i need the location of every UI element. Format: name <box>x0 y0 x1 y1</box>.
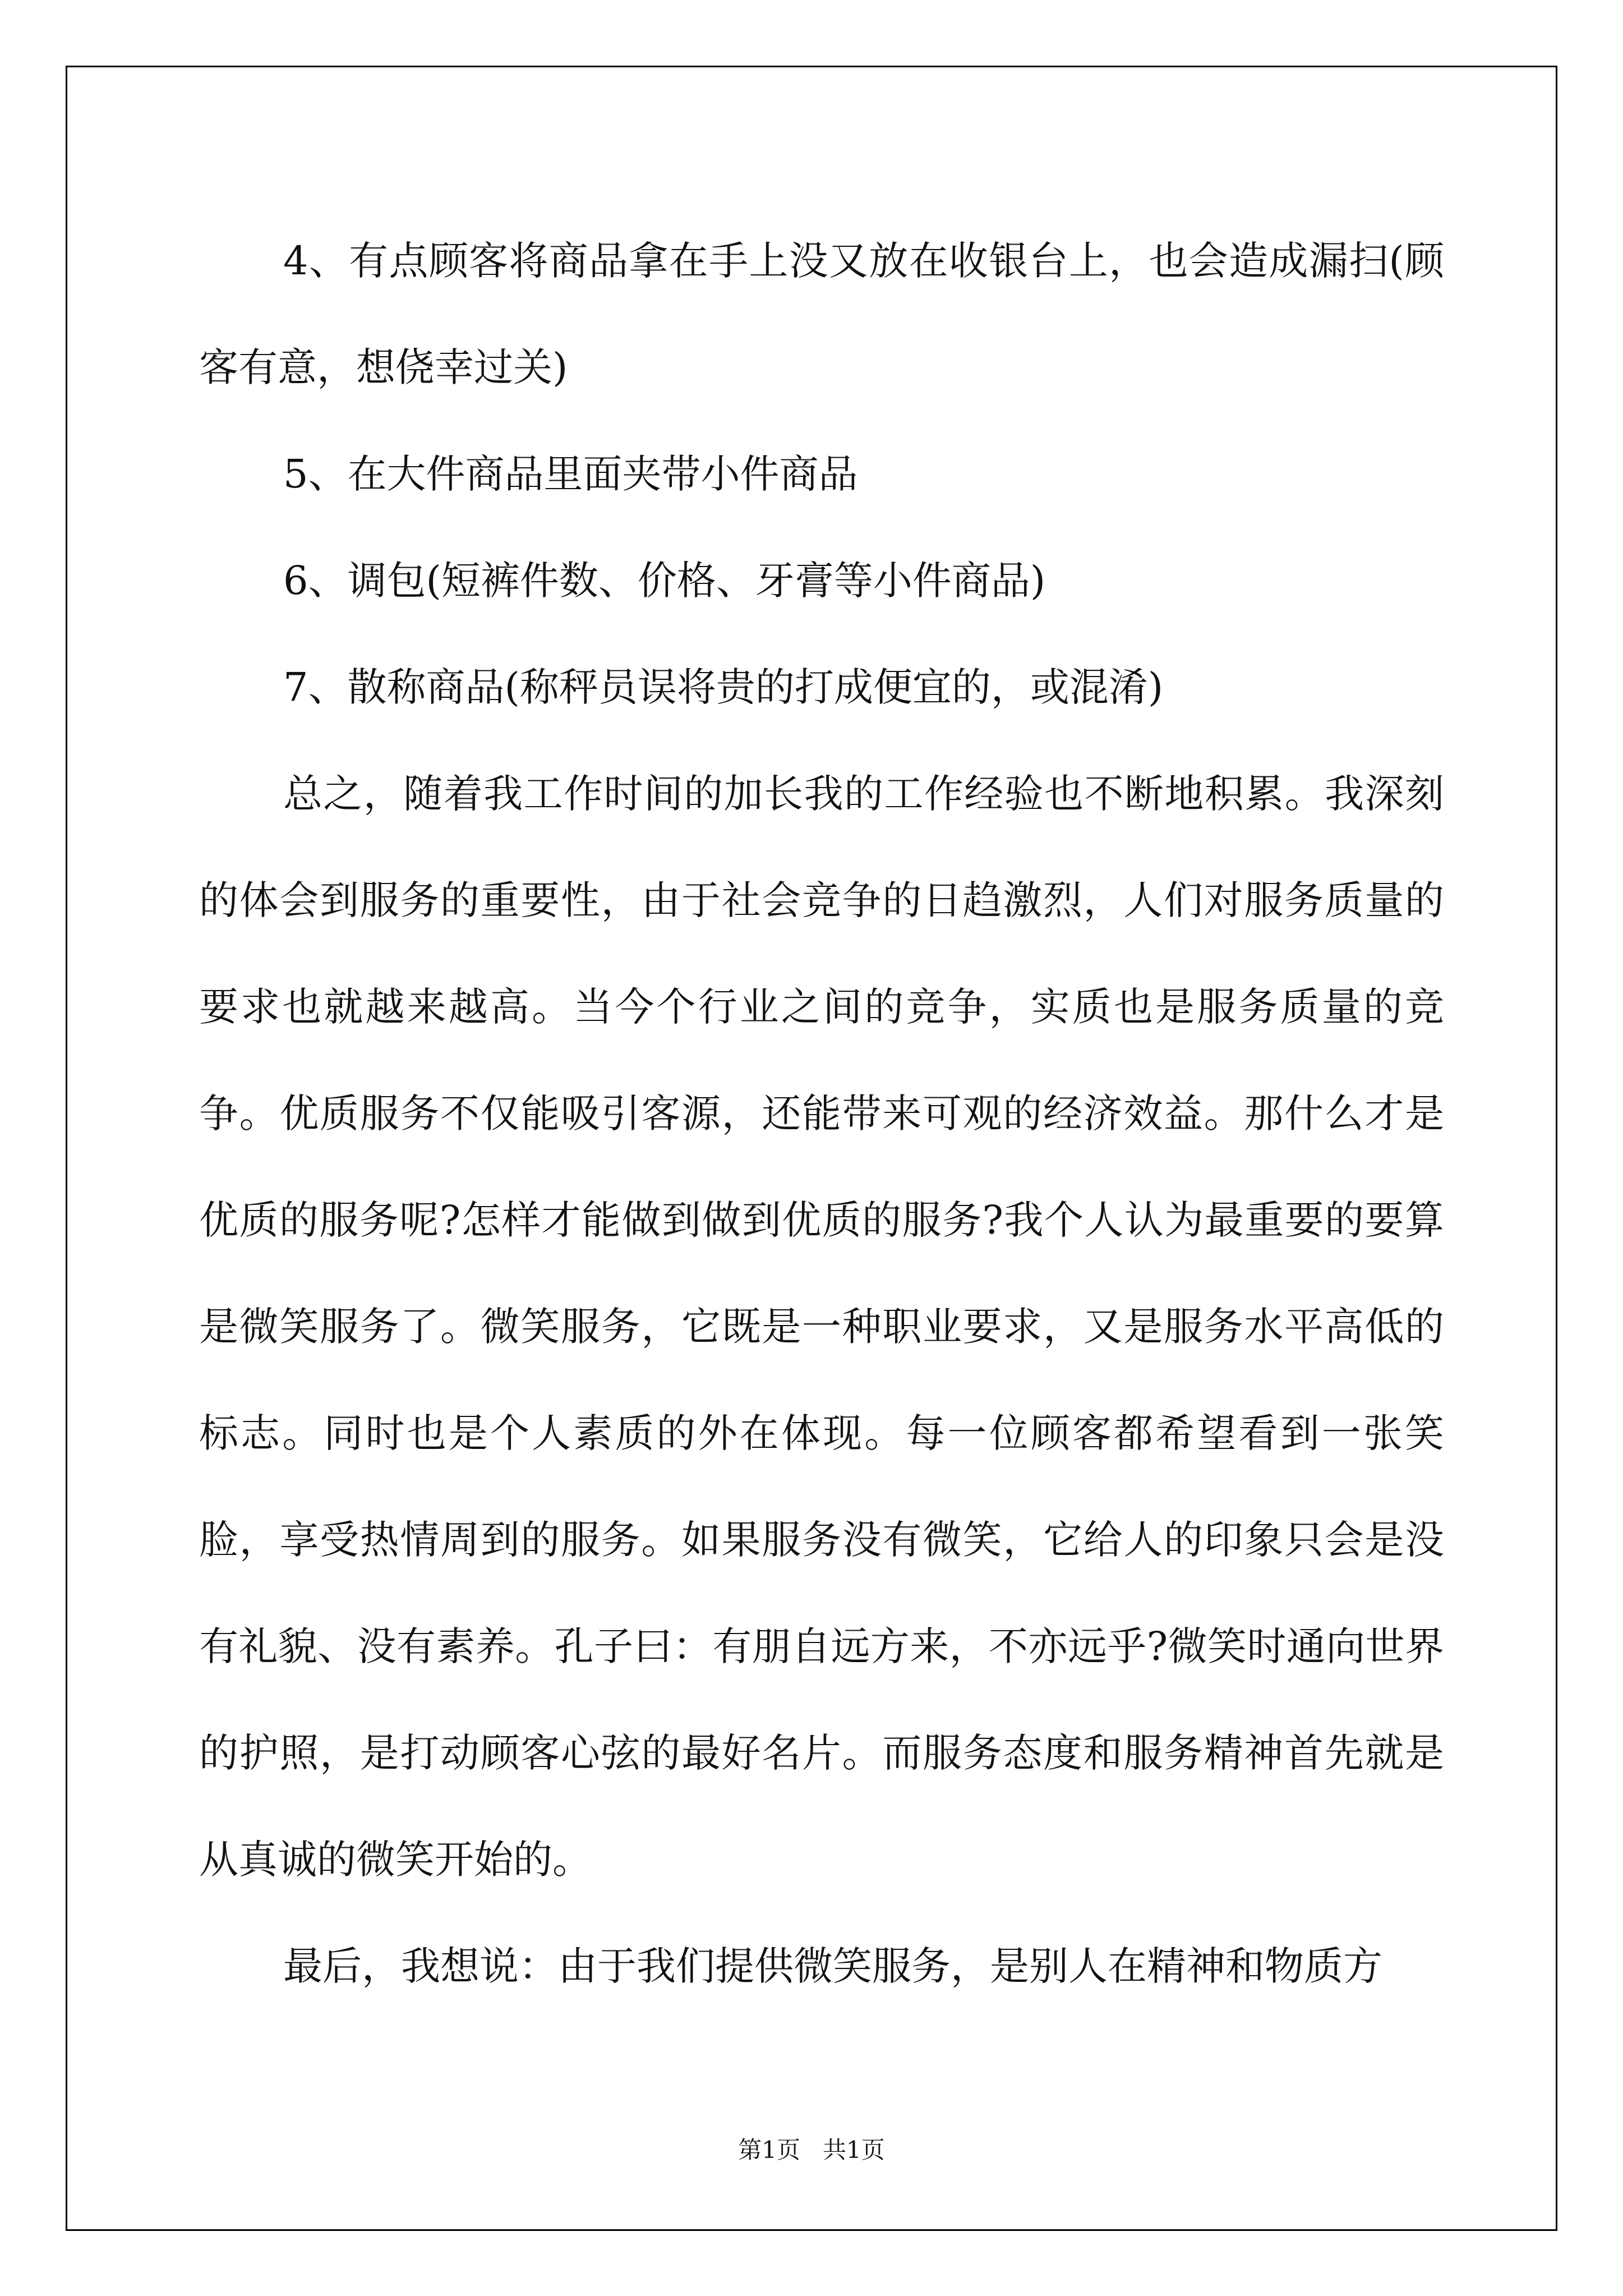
paragraph-item-5: 5、在大件商品里面夹带小件商品 <box>283 451 858 497</box>
paragraph-item-6: 6、调包(短裤件数、价格、牙膏等小件商品) <box>283 558 1046 604</box>
paragraph-final: 最后，我想说：由于我们提供微笑服务，是别人在精神和物质方 <box>283 1943 1382 1989</box>
page-total: 共1页 <box>823 2136 885 2164</box>
page-footer <box>0 2132 1623 2165</box>
page-number: 第1页 <box>738 2136 800 2164</box>
paragraph-item-4: 4、有点顾客将商品拿在手上没又放在收银台上，也会造成漏扫(顾客有意，想侥幸过关) <box>199 238 1444 390</box>
document-body <box>199 208 1444 2019</box>
footer-spacer <box>800 2136 823 2164</box>
paragraph-item-7: 7、散称商品(称秤员误将贵的打成便宜的，或混淆) <box>283 664 1164 710</box>
paragraph-summary: 总之，随着我工作时间的加长我的工作经验也不断地积累。我深刻的体会到服务的重要性，由于社会竞争的日趋激烈，人们对服务质量的要求也就越来越高。当今个行业之间的竞争，实质也是服务质量的竞争。优质服务不仅能吸引客源，还能带来可观的经济效益。那什么才是优质的服务呢?怎样才能做到做到优质的服务?我个人认为最重要的要算是微笑服务了。微笑服务，它既是一种职业要求，又是服务水平高低的标志。同时也是个人素质的外在体现。每一位顾客都希望看到一张笑脸，享受热情周到的服务。如果服务没有微笑，它给人的印象只会是没有礼貌、没有素养。孔子曰：有朋自远方来，不亦远乎?微笑时通向世界的护照，是打动顾客心弦的最好名片。而服务态度和服务精神首先就是从真诚的微笑开始的。 <box>199 771 1444 1883</box>
